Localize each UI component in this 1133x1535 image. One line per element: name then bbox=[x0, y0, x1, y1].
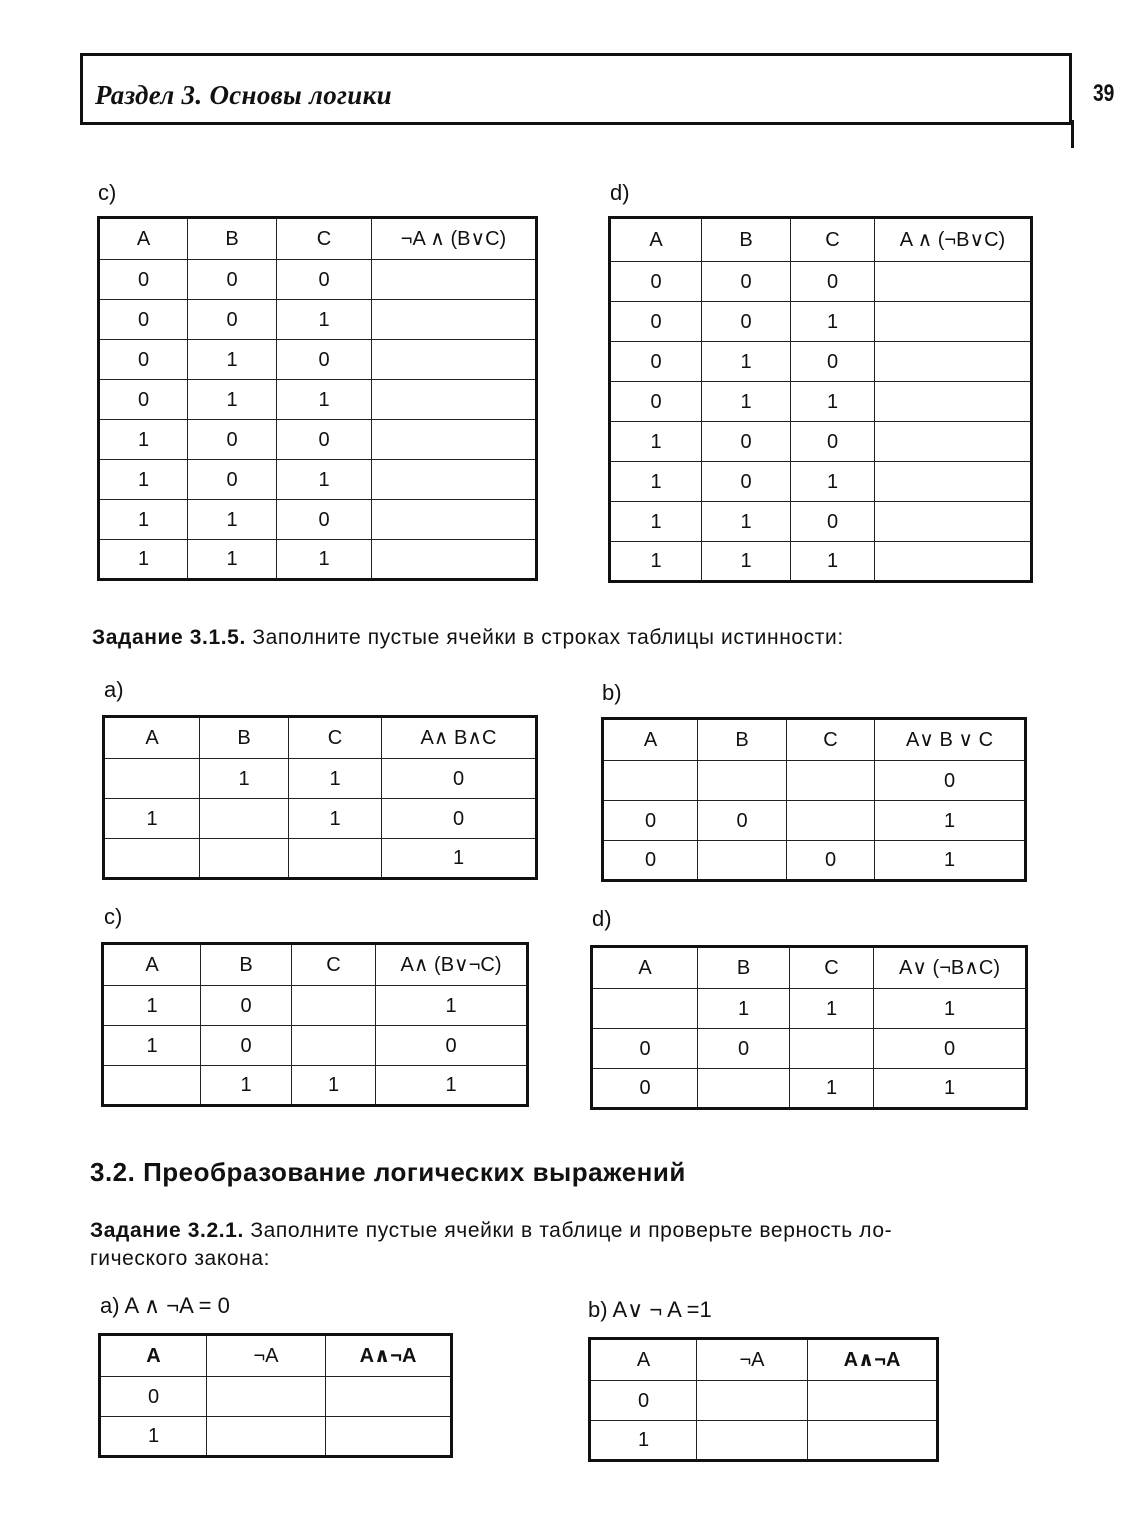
table-cell: 0 bbox=[376, 1026, 528, 1066]
column-header: A∧¬A bbox=[808, 1339, 938, 1381]
empty-cell bbox=[875, 342, 1032, 382]
empty-cell bbox=[875, 422, 1032, 462]
table-row bbox=[590, 1421, 938, 1461]
table-cell: 0 bbox=[99, 300, 188, 340]
empty-cell bbox=[808, 1381, 938, 1421]
table-cell: 0 bbox=[610, 342, 702, 382]
table-cell: 1 bbox=[201, 1066, 292, 1106]
table-cell: 0 bbox=[99, 340, 188, 380]
task-3-2-1-line2: гического закона: bbox=[90, 1247, 271, 1270]
table-row bbox=[103, 986, 528, 1026]
table-row bbox=[610, 262, 1032, 302]
table-cell: 0 bbox=[277, 420, 372, 460]
column-header: A∨ (¬B∧C) bbox=[874, 947, 1027, 989]
table-header-row bbox=[603, 719, 1026, 761]
table-cell: 1 bbox=[103, 1026, 201, 1066]
table-cell: 1 bbox=[104, 799, 200, 839]
table-row bbox=[104, 839, 537, 879]
task-3-2-1 bbox=[90, 1217, 892, 1273]
table-cell: 1 bbox=[790, 989, 874, 1029]
table-row bbox=[592, 1029, 1027, 1069]
table-row bbox=[99, 540, 537, 580]
table-cell: 1 bbox=[590, 1421, 697, 1461]
table-cell: 0 bbox=[590, 1381, 697, 1421]
empty-cell bbox=[808, 1421, 938, 1461]
empty-cell bbox=[326, 1377, 452, 1417]
table-cell: 0 bbox=[610, 302, 702, 342]
empty-cell bbox=[698, 761, 787, 801]
table-cell: 0 bbox=[188, 460, 277, 500]
truth-table-top-d bbox=[608, 216, 1033, 583]
table-row bbox=[610, 302, 1032, 342]
column-header: A∧¬A bbox=[326, 1335, 452, 1377]
column-header: A bbox=[592, 947, 698, 989]
table-cell: 1 bbox=[610, 502, 702, 542]
table-cell: 1 bbox=[874, 1069, 1027, 1109]
empty-cell bbox=[787, 801, 875, 841]
table-cell: 1 bbox=[376, 986, 528, 1026]
table-cell: 1 bbox=[610, 542, 702, 582]
table-cell: 0 bbox=[592, 1029, 698, 1069]
table-cell: 1 bbox=[610, 462, 702, 502]
column-header: C bbox=[787, 719, 875, 761]
table-cell: 1 bbox=[99, 500, 188, 540]
table-cell: 1 bbox=[790, 1069, 874, 1109]
table-cell: 0 bbox=[201, 986, 292, 1026]
table-321a-label: a) A ∧ ¬A = 0 bbox=[100, 1293, 230, 1318]
table-header-row bbox=[610, 218, 1032, 262]
column-header: B bbox=[201, 944, 292, 986]
column-header: A bbox=[103, 944, 201, 986]
table-row bbox=[610, 462, 1032, 502]
table-cell: 0 bbox=[382, 799, 537, 839]
table-header-row bbox=[104, 717, 537, 759]
column-header: C bbox=[277, 218, 372, 260]
column-header: C bbox=[292, 944, 376, 986]
empty-cell bbox=[200, 799, 289, 839]
table-cell: 0 bbox=[277, 340, 372, 380]
table-row bbox=[100, 1377, 452, 1417]
page-number: 39 bbox=[1093, 80, 1115, 107]
empty-cell bbox=[603, 761, 698, 801]
table-row bbox=[103, 1066, 528, 1106]
table-row bbox=[603, 801, 1026, 841]
column-header: A bbox=[590, 1339, 697, 1381]
table-315d-label: d) bbox=[592, 906, 612, 931]
column-header: B bbox=[698, 947, 790, 989]
table-cell: 1 bbox=[702, 382, 791, 422]
table-cell: 0 bbox=[277, 500, 372, 540]
table-row bbox=[99, 300, 537, 340]
empty-cell bbox=[104, 839, 200, 879]
column-header: B bbox=[188, 218, 277, 260]
column-header: A bbox=[104, 717, 200, 759]
table-row bbox=[99, 260, 537, 300]
column-header: B bbox=[702, 218, 791, 262]
column-header: B bbox=[698, 719, 787, 761]
table-cell: 0 bbox=[99, 380, 188, 420]
empty-cell bbox=[372, 460, 537, 500]
table-row bbox=[104, 799, 537, 839]
empty-cell bbox=[697, 1421, 808, 1461]
empty-cell bbox=[790, 1029, 874, 1069]
empty-cell bbox=[104, 759, 200, 799]
table-cell: 1 bbox=[99, 460, 188, 500]
table-cell: 0 bbox=[610, 382, 702, 422]
table-cell: 0 bbox=[702, 462, 791, 502]
empty-cell bbox=[875, 502, 1032, 542]
table-row bbox=[610, 502, 1032, 542]
column-header: B bbox=[200, 717, 289, 759]
task-3-1-5-text: Заполните пустые ячейки в строках таблицы истинности: bbox=[245, 626, 844, 649]
table-header-row bbox=[100, 1335, 452, 1377]
table-row bbox=[610, 342, 1032, 382]
table-cell: 0 bbox=[875, 761, 1026, 801]
column-header: A∧ (B∨¬C) bbox=[376, 944, 528, 986]
table-cell: 1 bbox=[875, 801, 1026, 841]
empty-cell bbox=[289, 839, 382, 879]
column-header: A∨ B ∨ C bbox=[875, 719, 1026, 761]
column-header: C bbox=[289, 717, 382, 759]
truth-table-315-a bbox=[102, 715, 538, 880]
empty-cell bbox=[372, 500, 537, 540]
table-cell: 0 bbox=[698, 1029, 790, 1069]
column-header: A ∧ (¬B∨C) bbox=[875, 218, 1032, 262]
empty-cell bbox=[875, 542, 1032, 582]
column-header: ¬A bbox=[207, 1335, 326, 1377]
table-cell: 0 bbox=[603, 841, 698, 881]
table-cell: 1 bbox=[277, 540, 372, 580]
empty-cell bbox=[372, 340, 537, 380]
table-cell: 0 bbox=[188, 300, 277, 340]
empty-cell bbox=[292, 986, 376, 1026]
table-cell: 0 bbox=[592, 1069, 698, 1109]
table-cell: 1 bbox=[702, 502, 791, 542]
table-cell: 1 bbox=[791, 462, 875, 502]
table-cell: 1 bbox=[277, 300, 372, 340]
section-3-2-title: 3.2. Преобразование логических выражений bbox=[90, 1157, 686, 1187]
table-row bbox=[603, 841, 1026, 881]
table-cell: 0 bbox=[874, 1029, 1027, 1069]
table-row bbox=[603, 761, 1026, 801]
column-header: ¬A bbox=[697, 1339, 808, 1381]
empty-cell bbox=[698, 1069, 790, 1109]
table-315c-label: c) bbox=[104, 904, 123, 929]
column-header: A bbox=[603, 719, 698, 761]
table-cell: 0 bbox=[188, 420, 277, 460]
table-row bbox=[104, 759, 537, 799]
table-row bbox=[610, 422, 1032, 462]
table-cell: 0 bbox=[100, 1377, 207, 1417]
column-header: A bbox=[100, 1335, 207, 1377]
table-cell: 1 bbox=[376, 1066, 528, 1106]
table-cell: 0 bbox=[698, 801, 787, 841]
table-cell: 1 bbox=[200, 759, 289, 799]
table-cell: 1 bbox=[289, 759, 382, 799]
table-header-row bbox=[590, 1339, 938, 1381]
empty-cell bbox=[698, 841, 787, 881]
truth-table-321-b bbox=[588, 1337, 939, 1462]
table-cell: 1 bbox=[702, 342, 791, 382]
table-cell: 0 bbox=[188, 260, 277, 300]
table-cell: 0 bbox=[702, 302, 791, 342]
table-cell: 1 bbox=[791, 382, 875, 422]
table-row bbox=[103, 1026, 528, 1066]
task-3-1-5 bbox=[92, 624, 844, 652]
table-header-row bbox=[592, 947, 1027, 989]
table-cell: 0 bbox=[791, 422, 875, 462]
truth-table-315-b bbox=[601, 717, 1027, 882]
table-row bbox=[610, 382, 1032, 422]
table-row bbox=[100, 1417, 452, 1457]
table-cell: 1 bbox=[698, 989, 790, 1029]
table-cell: 1 bbox=[277, 380, 372, 420]
task-3-2-1-line1: Заполните пустые ячейки в таблице и проверьте верность ло- bbox=[243, 1219, 893, 1242]
table-315b-label: b) bbox=[602, 680, 622, 705]
table-cell: 0 bbox=[99, 260, 188, 300]
table-row bbox=[590, 1381, 938, 1421]
table-cell: 0 bbox=[791, 502, 875, 542]
empty-cell bbox=[326, 1417, 452, 1457]
empty-cell bbox=[875, 262, 1032, 302]
column-header: C bbox=[790, 947, 874, 989]
table-cell: 1 bbox=[875, 841, 1026, 881]
table-cell: 1 bbox=[99, 540, 188, 580]
table-cell: 0 bbox=[201, 1026, 292, 1066]
table-row bbox=[99, 420, 537, 460]
column-header: A∧ B∧C bbox=[382, 717, 537, 759]
table-cell: 0 bbox=[603, 801, 698, 841]
chapter-title: Раздел 3. Основы логики bbox=[95, 80, 392, 110]
table-d-label: d) bbox=[610, 180, 630, 205]
table-cell: 1 bbox=[702, 542, 791, 582]
empty-cell bbox=[697, 1381, 808, 1421]
table-cell: 1 bbox=[188, 540, 277, 580]
table-row bbox=[592, 1069, 1027, 1109]
table-cell: 0 bbox=[610, 262, 702, 302]
table-cell: 0 bbox=[382, 759, 537, 799]
task-3-1-5-number: Задание 3.1.5. bbox=[92, 626, 246, 649]
empty-cell bbox=[592, 989, 698, 1029]
empty-cell bbox=[200, 839, 289, 879]
table-cell: 1 bbox=[610, 422, 702, 462]
empty-cell bbox=[372, 300, 537, 340]
table-cell: 1 bbox=[791, 302, 875, 342]
empty-cell bbox=[372, 540, 537, 580]
truth-table-321-a bbox=[98, 1333, 453, 1458]
table-cell: 0 bbox=[277, 260, 372, 300]
column-header: C bbox=[791, 218, 875, 262]
table-row bbox=[592, 989, 1027, 1029]
empty-cell bbox=[292, 1026, 376, 1066]
table-cell: 0 bbox=[702, 422, 791, 462]
table-321b-label: b) A∨ ¬ A =1 bbox=[588, 1297, 712, 1322]
table-cell: 0 bbox=[787, 841, 875, 881]
table-header-row bbox=[103, 944, 528, 986]
column-header: A bbox=[99, 218, 188, 260]
truth-table-top-c bbox=[97, 216, 538, 581]
table-row bbox=[99, 500, 537, 540]
table-cell: 1 bbox=[791, 542, 875, 582]
table-cell: 1 bbox=[100, 1417, 207, 1457]
truth-table-315-c bbox=[101, 942, 529, 1107]
column-header: ¬A ∧ (B∨C) bbox=[372, 218, 537, 260]
empty-cell bbox=[207, 1377, 326, 1417]
table-cell: 1 bbox=[874, 989, 1027, 1029]
empty-cell bbox=[372, 260, 537, 300]
table-315a-label: a) bbox=[104, 677, 124, 702]
empty-cell bbox=[372, 380, 537, 420]
table-row bbox=[610, 542, 1032, 582]
empty-cell bbox=[875, 462, 1032, 502]
task-3-2-1-number: Задание 3.2.1. bbox=[90, 1219, 244, 1242]
empty-cell bbox=[372, 420, 537, 460]
empty-cell bbox=[207, 1417, 326, 1457]
table-cell: 0 bbox=[791, 342, 875, 382]
header-rule bbox=[1071, 120, 1074, 148]
chapter-header bbox=[80, 53, 1072, 125]
table-cell: 0 bbox=[702, 262, 791, 302]
column-header: A bbox=[610, 218, 702, 262]
table-row bbox=[99, 380, 537, 420]
table-cell: 1 bbox=[292, 1066, 376, 1106]
empty-cell bbox=[103, 1066, 201, 1106]
table-cell: 1 bbox=[103, 986, 201, 1026]
table-cell: 1 bbox=[382, 839, 537, 879]
table-header-row bbox=[99, 218, 537, 260]
table-row bbox=[99, 340, 537, 380]
table-c-label: c) bbox=[98, 180, 117, 205]
table-cell: 1 bbox=[188, 500, 277, 540]
truth-table-315-d bbox=[590, 945, 1028, 1110]
table-cell: 0 bbox=[791, 262, 875, 302]
table-cell: 1 bbox=[99, 420, 188, 460]
table-cell: 1 bbox=[277, 460, 372, 500]
table-row bbox=[99, 460, 537, 500]
table-cell: 1 bbox=[188, 340, 277, 380]
empty-cell bbox=[875, 382, 1032, 422]
table-cell: 1 bbox=[289, 799, 382, 839]
empty-cell bbox=[787, 761, 875, 801]
empty-cell bbox=[875, 302, 1032, 342]
table-cell: 1 bbox=[188, 380, 277, 420]
